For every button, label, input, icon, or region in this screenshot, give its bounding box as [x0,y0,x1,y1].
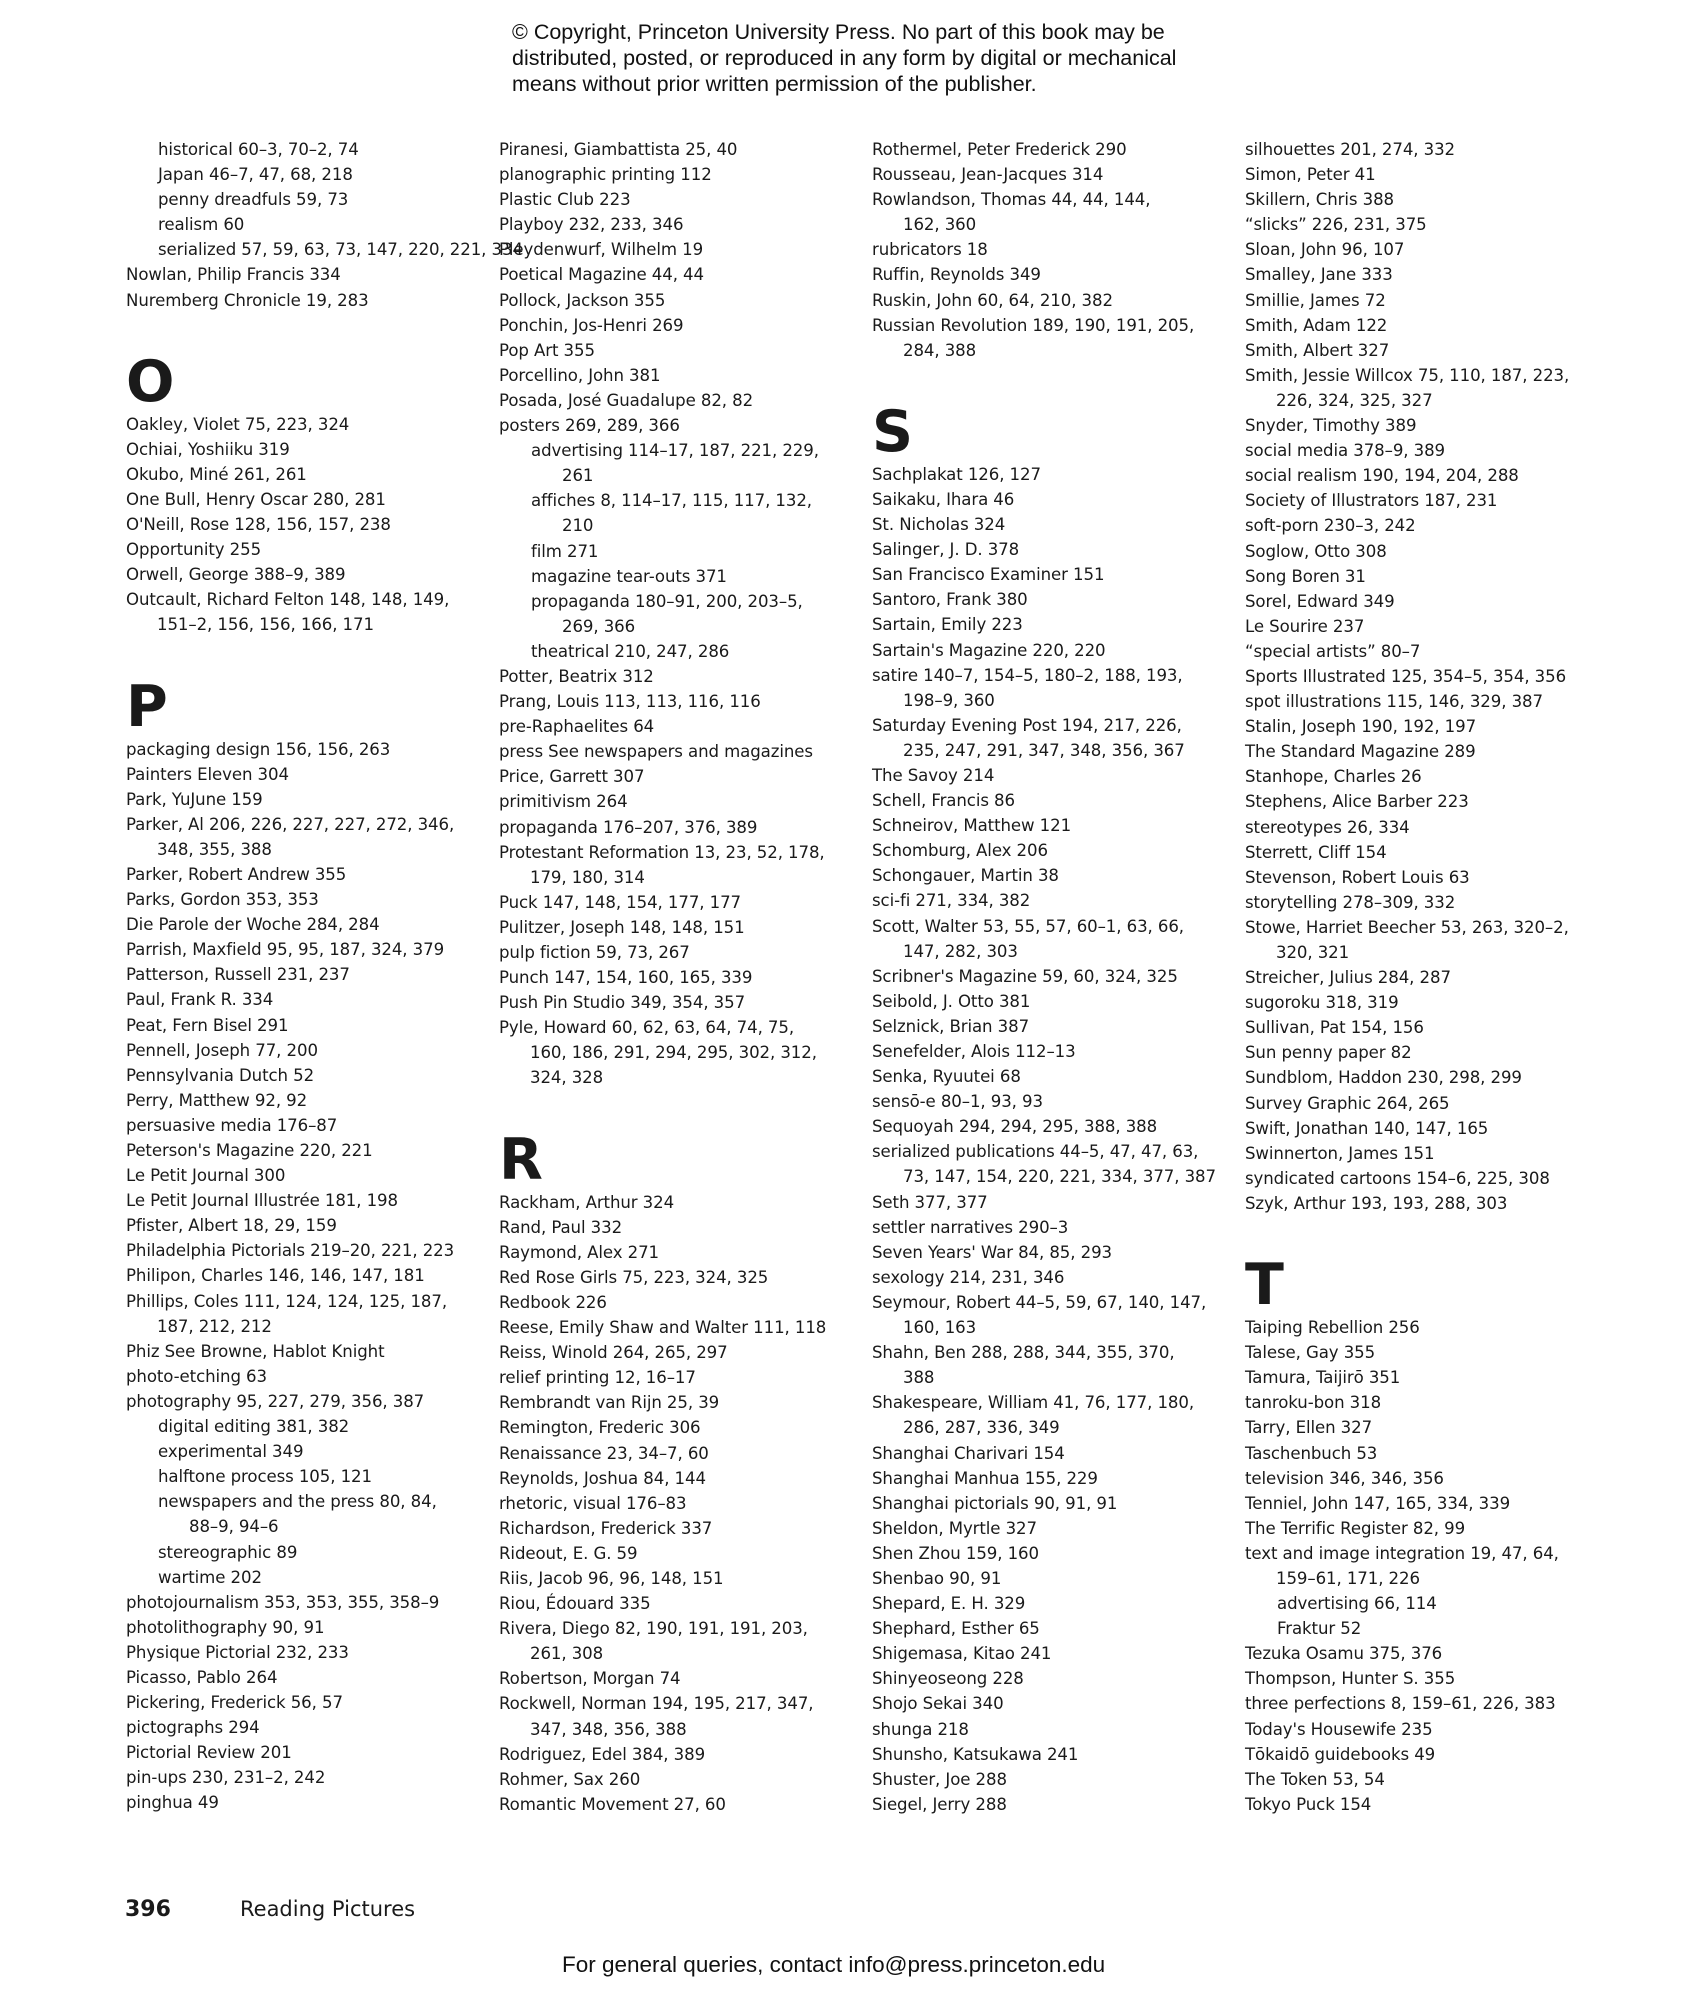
index-entry: Rideout, E. G. 59 [499,1543,638,1563]
index-entry: Okubo, Miné 261, 261 [126,464,307,484]
index-entry: Pickering, Frederick 56, 57 [126,1693,343,1713]
index-entry: press See newspapers and magazines [499,742,813,762]
index-entry: Peat, Fern Bisel 291 [126,1015,289,1035]
index-entry: packaging design 156, 156, 263 [126,739,391,759]
index-entry: Robertson, Morgan 74 [499,1669,681,1689]
index-entry: Tenniel, John 147, 165, 334, 339 [1245,1493,1511,1513]
index-entry: Piranesi, Giambattista 25, 40 [499,140,738,159]
index-entry: Potter, Beatrix 312 [499,666,654,686]
index-entry: Siegel, Jerry 288 [872,1794,1007,1814]
index-entry: Taiping Rebellion 256 [1245,1318,1420,1338]
index-entry: Santoro, Frank 380 [872,590,1028,610]
index-entry: Paul, Frank R. 334 [126,990,274,1010]
index-entry: Romantic Movement 27, 60 [499,1794,726,1814]
index-entry: Talese, Gay 355 [1245,1343,1376,1363]
section-letter: R [499,1126,543,1193]
index-entry: Pennell, Joseph 77, 200 [126,1040,318,1060]
index-entry: spot illustrations 115, 146, 329, 387 [1245,692,1543,712]
index-entry: posters 269, 289, 366 [499,416,680,436]
index-entry: Parks, Gordon 353, 353 [126,890,319,910]
index-entry: Schongauer, Martin 38 [872,866,1059,886]
index-entry: Swift, Jonathan 140, 147, 165 [1245,1118,1489,1138]
index-entry: Survey Graphic 264, 265 [1245,1093,1450,1113]
index-entry: three perfections 8, 159–61, 226, 383 [1245,1694,1556,1714]
index-entry: Pollock, Jackson 355 [499,290,666,310]
index-entry: Price, Garrett 307 [499,767,645,787]
index-entry: Selznick, Brian 387 [872,1016,1030,1036]
index-entry: Song Boren 31 [1245,566,1366,586]
index-entry: Pictorial Review 201 [126,1743,292,1763]
index-entry: relief printing 12, 16–17 [499,1368,696,1388]
index-entry: Senefelder, Alois 112–13 [872,1042,1076,1061]
index-entry: Ruskin, John 60, 64, 210, 382 [872,290,1113,310]
index-entry-continuation: 235, 247, 291, 347, 348, 356, 367 [903,740,1185,760]
index-entry: sugoroku 318, 319 [1245,993,1399,1013]
index-entry-continuation: 348, 355, 388 [157,839,272,859]
index-column-4 [1245,137,1595,1817]
index-entry: Rousseau, Jean-Jacques 314 [872,165,1104,185]
index-entry: Ponchin, Jos-Henri 269 [499,315,684,335]
index-entry: Shen Zhou 159, 160 [872,1543,1039,1563]
index-subentry: theatrical 210, 247, 286 [531,641,730,661]
index-entry: Thompson, Hunter S. 355 [1245,1669,1456,1689]
index-entry: Sullivan, Pat 154, 156 [1245,1018,1424,1038]
index-entry: Smillie, James 72 [1245,290,1386,310]
index-entry: Push Pin Studio 349, 354, 357 [499,993,746,1013]
index-entry: Stalin, Joseph 190, 192, 197 [1245,717,1477,737]
index-entry-continuation: 198–9, 360 [903,690,995,710]
index-entry: Sundblom, Haddon 230, 298, 299 [1245,1068,1522,1088]
index-entry: Remington, Frederic 306 [499,1418,701,1438]
index-entry: The Terrific Register 82, 99 [1245,1518,1466,1538]
index-entry-continuation: 147, 282, 303 [903,941,1018,961]
index-entry: Society of Illustrators 187, 231 [1245,491,1498,511]
index-entry: Parker, Robert Andrew 355 [126,864,347,884]
index-entry: settler narratives 290–3 [872,1217,1069,1237]
index-entry-continuation: 160, 163 [903,1318,977,1338]
index-entry: stereotypes 26, 334 [1245,817,1410,837]
index-entry: Raymond, Alex 271 [499,1242,660,1262]
index-entry: Playboy 232, 233, 346 [499,215,684,235]
index-entry: photo-etching 63 [126,1366,267,1386]
index-entry: social media 378–9, 389 [1245,441,1445,461]
index-entry: Shanghai Charivari 154 [872,1443,1065,1463]
index-entry: Shakespeare, William 41, 76, 177, 180, [872,1393,1195,1413]
index-entry: Porcellino, John 381 [499,365,661,385]
index-subentry: film 271 [531,541,599,561]
index-entry: Scribner's Magazine 59, 60, 324, 325 [872,966,1178,986]
section-letter: O [126,348,175,415]
index-entry: Reynolds, Joshua 84, 144 [499,1468,706,1488]
index-entry: Sports Illustrated 125, 354–5, 354, 356 [1245,666,1567,686]
index-entry-continuation: 73, 147, 154, 220, 221, 334, 377, 387 [903,1167,1216,1187]
index-subentry: newspapers and the press 80, 84, [158,1492,437,1512]
index-entry: pinghua 49 [126,1793,219,1813]
index-subentry-continuation: 261 [562,466,594,486]
index-entry: Sheldon, Myrtle 327 [872,1518,1037,1538]
index-entry: Parrish, Maxfield 95, 95, 187, 324, 379 [126,940,445,960]
index-entry-continuation: 162, 360 [903,215,977,235]
index-entry: photolithography 90, 91 [126,1617,325,1637]
index-entry: serialized publications 44–5, 47, 47, 63, [872,1142,1199,1162]
index-subentry: serialized 57, 59, 63, 73, 147, 220, 221, 334 [158,240,523,260]
index-entry: Stowe, Harriet Beecher 53, 263, 320–2, [1245,917,1569,937]
index-entry: Reiss, Winold 264, 265, 297 [499,1343,728,1363]
index-entry: Patterson, Russell 231, 237 [126,965,350,985]
index-entry: Smith, Albert 327 [1245,340,1390,360]
running-head: Reading Pictures [240,1897,416,1921]
index-entry: silhouettes 201, 274, 332 [1245,140,1456,159]
index-entry: Richardson, Frederick 337 [499,1518,713,1538]
index-entry: satire 140–7, 154–5, 180–2, 188, 193, [872,665,1183,685]
section-gap [126,313,476,346]
index-entry: “slicks” 226, 231, 375 [1245,215,1427,235]
section-letter: T [1245,1252,1284,1319]
index-entry: Smith, Jessie Willcox 75, 110, 187, 223, [1245,365,1570,385]
section-gap [126,638,476,671]
index-entry: Riou, Édouard 335 [499,1594,651,1614]
index-entry: Rivera, Diego 82, 190, 191, 191, 203, [499,1619,808,1639]
index-entry: propaganda 176–207, 376, 389 [499,817,758,837]
index-entry-continuation: 226, 324, 325, 327 [1276,390,1433,410]
index-entry: Rand, Paul 332 [499,1217,623,1237]
index-entry: Opportunity 255 [126,540,262,560]
index-subentry: historical 60–3, 70–2, 74 [158,140,359,159]
index-entry: Shojo Sekai 340 [872,1694,1004,1714]
index-entry-continuation: 261, 308 [530,1644,604,1664]
section-letter: P [126,673,168,740]
index-entry: Today's Housewife 235 [1245,1719,1433,1739]
index-entry: social realism 190, 194, 204, 288 [1245,466,1519,486]
index-entry: pre-Raphaelites 64 [499,717,655,737]
index-subentry-continuation: 210 [562,516,594,536]
index-entry: Shinyeoseong 228 [872,1669,1024,1689]
index-entry: Park, YuJune 159 [126,789,263,809]
index-entry: Prang, Louis 113, 113, 116, 116 [499,692,761,712]
index-entry: pulp fiction 59, 73, 267 [499,943,690,962]
index-entry-continuation: 187, 212, 212 [157,1316,272,1336]
index-entry: Rowlandson, Thomas 44, 44, 144, [872,190,1151,210]
index-entry: Peterson's Magazine 220, 221 [126,1141,373,1160]
index-entry: Shanghai Manhua 155, 229 [872,1468,1098,1488]
index-entry: Shephard, Esther 65 [872,1619,1040,1639]
index-entry: Posada, José Guadalupe 82, 82 [499,390,754,410]
index-entry: Poetical Magazine 44, 44 [499,265,704,285]
index-entry: Red Rose Girls 75, 223, 324, 325 [499,1267,769,1287]
index-entry: O'Neill, Rose 128, 156, 157, 238 [126,515,391,535]
index-subentry: realism 60 [158,215,245,235]
index-subentry: magazine tear-outs 371 [531,566,727,586]
index-entry: Sorel, Edward 349 [1245,591,1395,611]
index-entry: Protestant Reformation 13, 23, 52, 178, [499,842,825,862]
index-entry-continuation: 284, 388 [903,340,977,360]
index-entry: Le Petit Journal Illustrée 181, 198 [126,1191,398,1211]
index-entry: Rockwell, Norman 194, 195, 217, 347, [499,1694,814,1714]
index-entry: Pennsylvania Dutch 52 [126,1065,315,1085]
index-entry: Die Parole der Woche 284, 284 [126,915,380,935]
index-subentry: wartime 202 [158,1567,262,1587]
index-entry: soft-porn 230–3, 242 [1245,516,1416,536]
index-entry: shunga 218 [872,1719,969,1739]
index-entry: Perry, Matthew 92, 92 [126,1090,308,1110]
page-number: 396 [125,1897,171,1922]
index-entry: Sartain, Emily 223 [872,615,1023,635]
index-entry: Seymour, Robert 44–5, 59, 67, 140, 147, [872,1292,1207,1312]
index-entry: photojournalism 353, 353, 355, 358–9 [126,1592,440,1612]
section-gap [499,1091,849,1124]
index-entry: Rodriguez, Edel 384, 389 [499,1744,706,1764]
index-subentry: Japan 46–7, 47, 68, 218 [158,165,353,185]
index-entry: Punch 147, 154, 160, 165, 339 [499,968,753,988]
index-entry: Pyle, Howard 60, 62, 63, 64, 74, 75, [499,1018,795,1038]
index-entry-continuation: 151–2, 156, 156, 166, 171 [157,615,374,635]
index-entry: Tamura, Taijirō 351 [1245,1368,1401,1388]
index-subentry: Fraktur 52 [1277,1619,1362,1639]
index-entry: San Francisco Examiner 151 [872,565,1105,585]
index-entry: The Standard Magazine 289 [1245,742,1476,762]
index-entry: planographic printing 112 [499,165,712,185]
index-subentry: experimental 349 [158,1442,304,1462]
index-entry: Simon, Peter 41 [1245,165,1376,185]
index-entry: Shunsho, Katsukawa 241 [872,1744,1079,1764]
index-entry: Physique Pictorial 232, 233 [126,1642,349,1662]
index-entry: tanroku-bon 318 [1245,1393,1382,1413]
index-entry: text and image integration 19, 47, 64, [1245,1543,1559,1563]
index-entry: photography 95, 227, 279, 356, 387 [126,1391,425,1411]
index-entry: Oakley, Violet 75, 223, 324 [126,414,350,434]
index-entry: Le Petit Journal 300 [126,1166,286,1186]
index-entry: Picasso, Pablo 264 [126,1667,278,1687]
index-entry: Smalley, Jane 333 [1245,265,1393,285]
index-entry: sensō-e 80–1, 93, 93 [872,1092,1043,1112]
index-subentry: advertising 66, 114 [1277,1594,1437,1614]
index-entry: Reese, Emily Shaw and Walter 111, 118 [499,1318,827,1338]
index-entry: Plastic Club 223 [499,190,631,210]
index-entry: Skillern, Chris 388 [1245,190,1395,210]
index-entry: St. Nicholas 324 [872,515,1006,535]
index-entry: primitivism 264 [499,792,628,812]
index-entry: Taschenbuch 53 [1245,1443,1378,1463]
index-entry: Outcault, Richard Felton 148, 148, 149, [126,590,450,610]
index-entry: Streicher, Julius 284, 287 [1245,968,1451,988]
index-entry: Sterrett, Cliff 154 [1245,842,1387,862]
index-entry: The Token 53, 54 [1245,1769,1385,1789]
index-entry: Philipon, Charles 146, 146, 147, 181 [126,1266,425,1286]
index-entry: Sachplakat 126, 127 [872,464,1041,484]
index-entry: Pfister, Albert 18, 29, 159 [126,1216,337,1236]
index-entry: Pleydenwurf, Wilhelm 19 [499,240,704,260]
index-entry: Russian Revolution 189, 190, 191, 205, [872,315,1195,335]
index-entry: Parker, Al 206, 226, 227, 227, 272, 346, [126,814,455,834]
index-entry: Shahn, Ben 288, 288, 344, 355, 370, [872,1343,1175,1363]
index-entry-continuation: 179, 180, 314 [530,867,645,887]
section-letter: S [872,398,914,465]
index-entry: One Bull, Henry Oscar 280, 281 [126,489,386,509]
index-entry: syndicated cartoons 154–6, 225, 308 [1245,1168,1550,1188]
index-entry: Shepard, E. H. 329 [872,1594,1026,1614]
index-entry: Renaissance 23, 34–7, 60 [499,1443,709,1463]
index-entry: Redbook 226 [499,1292,607,1312]
index-entry: “special artists” 80–7 [1245,641,1421,661]
index-entry: Shenbao 90, 91 [872,1568,1002,1588]
index-entry: Schell, Francis 86 [872,791,1015,811]
index-entry: Stevenson, Robert Louis 63 [1245,867,1470,887]
index-entry: Shanghai pictorials 90, 91, 91 [872,1493,1118,1513]
index-subentry: advertising 114–17, 187, 221, 229, [531,441,819,461]
index-entry: Le Sourire 237 [1245,616,1365,636]
index-entry-continuation: 347, 348, 356, 388 [530,1719,687,1739]
index-entry: Phillips, Coles 111, 124, 124, 125, 187, [126,1291,448,1311]
index-entry: Salinger, J. D. 378 [872,540,1020,560]
index-column-2 [499,137,849,1817]
index-entry: Schneirov, Matthew 121 [872,816,1072,836]
index-entry: rubricators 18 [872,240,988,260]
index-entry: Pop Art 355 [499,340,595,360]
index-entry: Rothermel, Peter Frederick 290 [872,140,1127,159]
index-entry: Tokyo Puck 154 [1245,1794,1372,1814]
index-entry: Riis, Jacob 96, 96, 148, 151 [499,1568,724,1588]
index-entry: Tezuka Osamu 375, 376 [1245,1644,1443,1664]
index-subentry: stereographic 89 [158,1542,298,1562]
index-entry: Painters Eleven 304 [126,764,289,784]
index-entry: Rackham, Arthur 324 [499,1192,675,1212]
index-entry: Rembrandt van Rijn 25, 39 [499,1393,720,1413]
index-subentry: propaganda 180–91, 200, 203–5, [531,591,803,611]
index-entry-continuation: 286, 287, 336, 349 [903,1418,1060,1438]
index-subentry: penny dreadfuls 59, 73 [158,190,349,210]
index-entry: storytelling 278–309, 332 [1245,892,1456,912]
index-entry: persuasive media 176–87 [126,1115,338,1135]
index-entry: Seven Years' War 84, 85, 293 [872,1242,1112,1262]
index-entry: Shigemasa, Kitao 241 [872,1644,1052,1664]
index-column-1 [126,137,523,1816]
index-entry: television 346, 346, 356 [1245,1468,1444,1488]
index-entry-continuation: 159–61, 171, 226 [1276,1568,1420,1588]
index-entry: Senka, Ryuutei 68 [872,1067,1021,1087]
index-entry: Smith, Adam 122 [1245,315,1388,335]
index-entry: Swinnerton, James 151 [1245,1143,1435,1163]
index-entry: Ochiai, Yoshiiku 319 [126,439,290,459]
index-entry: Stanhope, Charles 26 [1245,767,1422,787]
index-entry: Tarry, Ellen 327 [1245,1418,1373,1438]
index-subentry-continuation: 88–9, 94–6 [189,1517,279,1537]
index-entry: Tōkaidō guidebooks 49 [1245,1744,1436,1764]
section-gap [1245,1216,1595,1249]
index-entry: Ruffin, Reynolds 349 [872,265,1041,285]
index-entry: Orwell, George 388–9, 389 [126,565,346,585]
index-entry: pictographs 294 [126,1718,260,1738]
index-subentry: digital editing 381, 382 [158,1417,350,1437]
index-entry: pin-ups 230, 231–2, 242 [126,1768,326,1788]
index-entry: sci-fi 271, 334, 382 [872,891,1031,911]
index-entry-continuation: 160, 186, 291, 294, 295, 302, 312, [530,1043,817,1063]
index-entry: Nowlan, Philip Francis 334 [126,265,341,285]
index-entry: Nuremberg Chronicle 19, 283 [126,290,369,310]
index-entry: Schomburg, Alex 206 [872,841,1048,861]
index-entry-continuation: 388 [903,1368,935,1388]
index-entry: The Savoy 214 [872,765,995,785]
copyright-notice: © Copyright, Princeton University Press. No part of this book may be distributed, posted, or reproduced in any form by digital or mechanical means without prior written permission of the publisher. [512,20,1177,96]
index-entry: Rohmer, Sax 260 [499,1769,641,1789]
index-entry: Stephens, Alice Barber 223 [1245,792,1469,812]
index-entry: Sequoyah 294, 294, 295, 388, 388 [872,1117,1158,1137]
index-entry: Seth 377, 377 [872,1192,988,1212]
index-entry: Szyk, Arthur 193, 193, 288, 303 [1245,1193,1508,1213]
index-entry-continuation: 324, 328 [530,1068,604,1088]
index-entry: Soglow, Otto 308 [1245,541,1387,561]
index-entry: Pulitzer, Joseph 148, 148, 151 [499,917,745,937]
index-entry: rhetoric, visual 176–83 [499,1493,687,1513]
index-entry: Phiz See Browne, Hablot Knight [126,1341,385,1361]
index-entry: Philadelphia Pictorials 219–20, 221, 223 [126,1241,455,1261]
index-entry: Snyder, Timothy 389 [1245,416,1417,436]
index-entry-continuation: 320, 321 [1276,943,1350,962]
index-column-3 [872,137,1222,1817]
index-subentry: halftone process 105, 121 [158,1467,372,1487]
index-subentry-continuation: 269, 366 [562,616,636,636]
contact-line: For general queries, contact info@press.princeton.edu [562,1952,1106,1977]
index-entry: Sloan, John 96, 107 [1245,240,1405,260]
index-entry: Saturday Evening Post 194, 217, 226, [872,715,1182,735]
index-entry: Puck 147, 148, 154, 177, 177 [499,892,741,912]
index-subentry: affiches 8, 114–17, 115, 117, 132, [531,491,812,511]
index-entry: Seibold, J. Otto 381 [872,991,1031,1011]
index-entry: sexology 214, 231, 346 [872,1267,1065,1287]
index-entry: Scott, Walter 53, 55, 57, 60–1, 63, 66, [872,916,1184,936]
section-gap [872,363,1222,396]
index-entry: Sun penny paper 82 [1245,1043,1412,1063]
index-entry: Saikaku, Ihara 46 [872,489,1015,509]
index-entry: Shuster, Joe 288 [872,1769,1007,1789]
index-entry: Sartain's Magazine 220, 220 [872,640,1106,660]
